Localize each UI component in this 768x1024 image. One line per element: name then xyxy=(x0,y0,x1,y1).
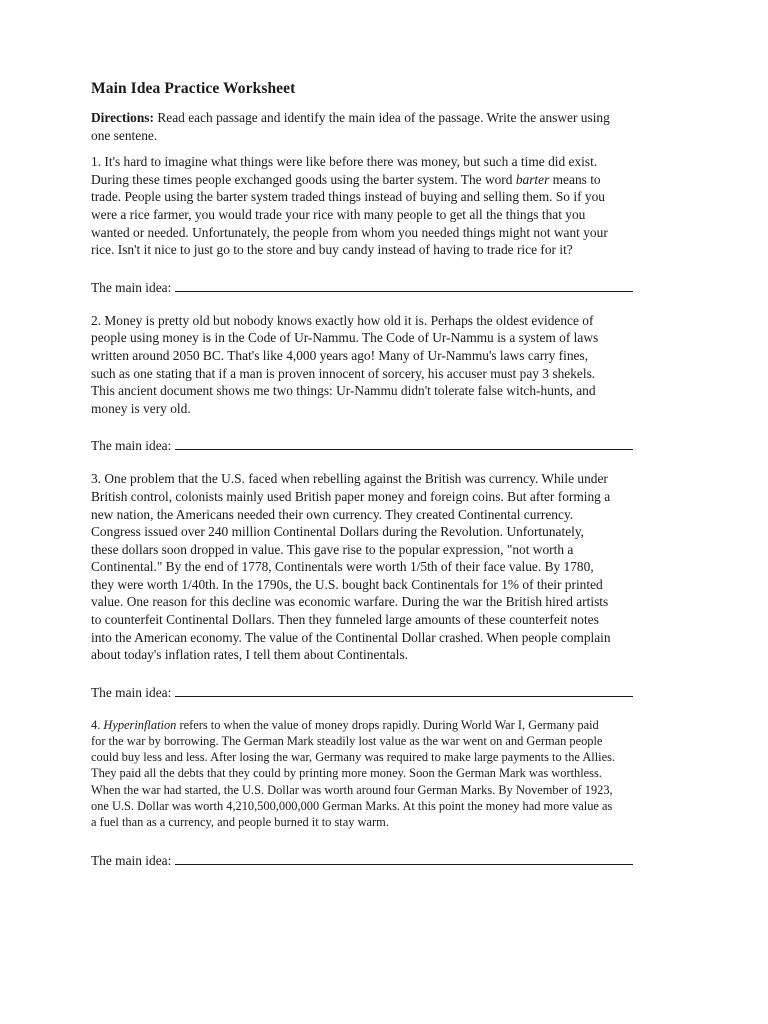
main-idea-blank-2[interactable] xyxy=(175,438,633,450)
passage-line: Congress issued over 240 million Continental Dollars during the Revolution. Unfortunately, xyxy=(91,524,585,540)
passage-line: wanted or needed. Unfortunately, the people from whom you needed things might not want your xyxy=(91,224,608,240)
passage-line: Continental." By the end of 1778, Continentals were worth 1/5th of their face value. By 1780, xyxy=(91,559,594,575)
passage-line: 3. One problem that the U.S. faced when rebelling against the British was currency. While under xyxy=(91,471,608,487)
passage-line: rice. Isn't it nice to just go to the store and buy candy instead of having to trade rice for it? xyxy=(91,242,573,258)
directions-text-line-2: one sentene. xyxy=(91,127,158,143)
passage-line: value. One reason for this decline was economic warfare. During the war the British hired artists xyxy=(91,594,609,610)
main-idea-answer-2 xyxy=(91,438,681,454)
main-idea-label: The main idea: xyxy=(91,853,172,869)
main-idea-label: The main idea: xyxy=(91,438,172,454)
passage-line: such as one stating that if a man is proven innocent of sorcery, his accuser must pay 3 shekels. xyxy=(91,365,596,381)
passage-line: refers to when the value of money drops rapidly. During World War I, Germany paid xyxy=(176,717,599,732)
passage-3 xyxy=(91,470,681,664)
passage-line: During these times people exchanged goods using the barter system. The word xyxy=(91,171,516,187)
directions-text-line-1: Read each passage and identify the main idea of the passage. Write the answer using xyxy=(153,110,610,125)
worksheet-title: Main Idea Practice Worksheet xyxy=(91,80,296,97)
main-idea-blank-4[interactable] xyxy=(175,853,633,865)
directions-label: Directions: xyxy=(91,110,154,125)
main-idea-answer-3 xyxy=(91,685,681,701)
passage-2 xyxy=(91,312,681,418)
passage-line: This ancient document shows me two things: Ur-Nammu didn't tolerate false witch-hunts, and xyxy=(91,383,596,399)
italic-term-hyperinflation: Hyperinflation xyxy=(103,717,177,732)
passage-line: about today's inflation rates, I tell them about Continentals. xyxy=(91,647,409,663)
passage-line: for the war by borrowing. The German Mark steadily lost value as the war went on and German people xyxy=(91,734,603,749)
passage-line: written around 2050 BC. That's like 4,000 years ago! Many of Ur-Nammu's laws carry fines, xyxy=(91,347,589,363)
passage-line: 1. It's hard to imagine what things were like before there was money, but such a time did exist. xyxy=(91,154,598,170)
passage-line: they were worth 1/40th. In the 1790s, the U.S. bought back Continentals for 1% of their printed xyxy=(91,576,603,592)
main-idea-label: The main idea: xyxy=(91,279,172,295)
main-idea-answer-4 xyxy=(91,853,681,869)
passage-4: 4. Hyperinflation refers to when the value of money drops rapidly. During World War I, Germany paid for the war by borrowing. The German Mark steadily lost value as the war went on and German people could buy less and less. After losing the war, Germany was required to make large payments to the Allies. They paid all the debts that they could by printing more money. Soon the German Mark was worthless. When the war had started, the U.S. Dollar was worth around four German Marks. By November of 1923, one U.S. Dollar was worth 4,210,500,000,000 German Marks. At this point the money had more value as a fuel than as a currency, and people burned it to stay warm. xyxy=(91,717,681,830)
passage-line: could buy less and less. After losing the war, Germany was required to make large payments to the Allies. xyxy=(91,750,616,765)
passage-line: people using money is in the Code of Ur-Nammu. The Code of Ur-Nammu is a system of laws xyxy=(91,330,599,346)
passage-line: 2. Money is pretty old but nobody knows exactly how old it is. Perhaps the oldest evidence of xyxy=(91,312,594,328)
main-idea-answer-1 xyxy=(91,280,681,296)
worksheet-page xyxy=(91,80,681,869)
passage-line: into the American economy. The value of the Continental Dollar crashed. When people complain xyxy=(91,629,611,645)
passage-line: these dollars soon dropped in value. This gave rise to the popular expression, "not worth a xyxy=(91,541,574,557)
passage-line: They paid all the debts that they could by printing more money. Soon the German Mark was worthless. xyxy=(91,766,602,781)
passage-line: were a rice farmer, you would trade your rice with many people to get all the things that you xyxy=(91,206,586,222)
main-idea-label: The main idea: xyxy=(91,684,172,700)
passage-line: British control, colonists mainly used British paper money and foreign coins. But after forming a xyxy=(91,488,611,504)
passage-1: 1. It's hard to imagine what things were like before there was money, but such a time did exist. During these times people exchanged goods using the barter system. The word barter means to trade. People using the barter system traded things instead of buying and selling them. So if you were a rice farmer, you would trade your rice with many people to get all the things that you wanted or needed. Unfortunately, the people from whom you needed things might not want your rice. Isn't it nice to just go to the store and buy candy instead of having to trade rice for it? xyxy=(91,153,681,259)
italic-term-barter: barter xyxy=(515,171,550,187)
passage-line: one U.S. Dollar was worth 4,210,500,000,000 German Marks. At this point the money had more value as xyxy=(91,798,613,813)
passage-line: trade. People using the barter system traded things instead of buying and selling them. So if you xyxy=(91,189,605,205)
passage-line: a fuel than as a currency, and people burned it to stay warm. xyxy=(91,815,389,830)
passage-line: new nation, the Americans needed their own currency. They created Continental currency. xyxy=(91,506,574,522)
main-idea-blank-1[interactable] xyxy=(175,280,633,292)
directions xyxy=(91,109,681,144)
passage-line: When the war had started, the U.S. Dollar was worth around four German Marks. By November of 1923, xyxy=(91,782,613,797)
passage-line: money is very old. xyxy=(91,400,191,416)
passage-line: to counterfeit Continental Dollars. Then they funneled large amounts of these counterfeit notes xyxy=(91,612,599,628)
main-idea-blank-3[interactable] xyxy=(175,685,633,697)
